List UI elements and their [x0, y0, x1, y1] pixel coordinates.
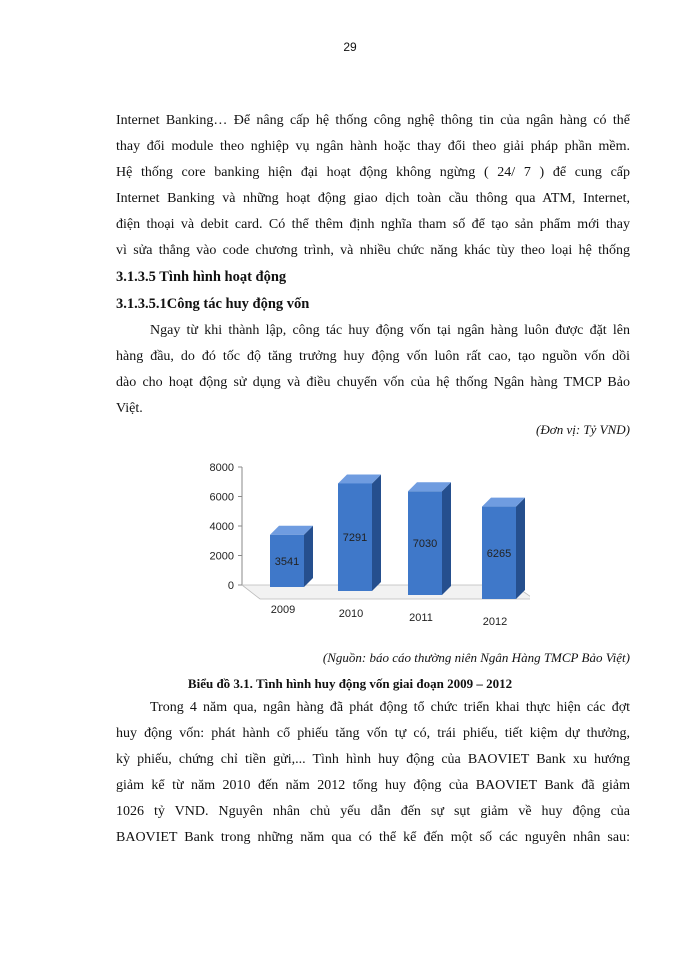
- paragraph-line: Internet Banking và những hoạt động giao dịch toàn cầu thông qua ATM, Internet,: [116, 191, 630, 206]
- bar-side: [442, 482, 451, 595]
- paragraph-line: Việt.: [116, 401, 143, 416]
- paragraph-line: dào cho hoạt động sử dụng và điều chuyển vốn của hệ thống Ngân hàng TMCP Bảo: [116, 375, 630, 390]
- page-number: 29: [343, 40, 357, 54]
- x-tick-label: 2009: [270, 604, 296, 616]
- paragraph-line: huy động vốn: phát hành cổ phiếu tăng vốn tự có, trái phiếu, tiết kiệm dự thưởng,: [116, 726, 630, 741]
- paragraph-line: kỳ phiếu, chứng chỉ tiền gửi,... Tình hình huy động của BAOVIET Bank xu hướng: [116, 752, 630, 767]
- paragraph-line: 1026 tỷ VND. Nguyên nhân chủ yếu dẫn đến sự sụt giảm về huy động của: [116, 804, 630, 819]
- bar-side: [516, 498, 525, 599]
- subsection-heading: 3.1.3.5.1Công tác huy động vốn: [116, 296, 310, 312]
- y-tick-label: 0: [227, 580, 234, 592]
- data-label: 7291: [342, 532, 368, 545]
- paragraph-line: BAOVIET Bank trong những năm qua có thể kể đến một số các nguyên nhân sau:: [116, 830, 630, 845]
- y-tick-label: 8000: [209, 462, 234, 474]
- x-tick-label: 2010: [338, 608, 364, 620]
- data-label: 3541: [274, 555, 300, 568]
- funding-bar-chart: [190, 455, 530, 645]
- x-tick-label: 2012: [482, 616, 508, 628]
- bar-side: [372, 474, 381, 591]
- data-label: 6265: [486, 547, 512, 560]
- paragraph-line: Internet Banking… Để nâng cấp hệ thống công nghệ thông tin của ngân hàng có thể: [116, 113, 630, 128]
- y-tick-label: 6000: [209, 491, 234, 504]
- source-note: (Nguồn: báo cáo thường niên Ngân Hàng TMCP Bảo Việt): [322, 650, 630, 665]
- figure-caption: Biểu đồ 3.1. Tình hình huy động vốn giai đoạn 2009 – 2012: [187, 676, 513, 691]
- section-heading: 3.1.3.5 Tình hình hoạt động: [116, 269, 287, 285]
- y-tick-label: 4000: [209, 521, 234, 533]
- paragraph-line: điện thoại và debit card. Có thể thêm định nghĩa tham số để tạo sản phẩm mới thay: [116, 217, 630, 232]
- paragraph-line: hàng đầu, do đó tốc độ tăng trưởng huy động vốn luôn rất cao, tạo nguồn vốn dồi: [116, 349, 630, 364]
- paragraph-line: Ngay từ khi thành lập, công tác huy động vốn tại ngân hàng luôn được đặt lên: [150, 323, 630, 338]
- y-tick-label: 2000: [209, 550, 234, 563]
- paragraph-line: thay đổi module theo nghiệp vụ ngân hành hoặc thay đổi theo giải pháp phần mềm.: [116, 139, 630, 154]
- paragraph-line: Trong 4 năm qua, ngân hàng đã phát động tổ chức triển khai thực hiện các đợt: [150, 700, 630, 715]
- bar-side: [304, 526, 313, 587]
- paragraph-line: Hệ thống core banking hiện đại hoạt động không ngừng ( 24/ 7 ) để cung cấp: [116, 165, 630, 180]
- data-label: 7030: [412, 538, 438, 551]
- unit-note: (Đơn vị: Tỷ VND): [536, 422, 630, 437]
- paragraph-line: giảm kể từ năm 2010 đến năm 2012 tổng huy động của BAOVIET Bank đã giảm: [116, 778, 630, 793]
- paragraph-line: vì sửa thẳng vào code chương trình, và nhiều chức năng khác tùy theo loại hệ thống: [116, 243, 630, 258]
- x-tick-label: 2011: [409, 612, 433, 624]
